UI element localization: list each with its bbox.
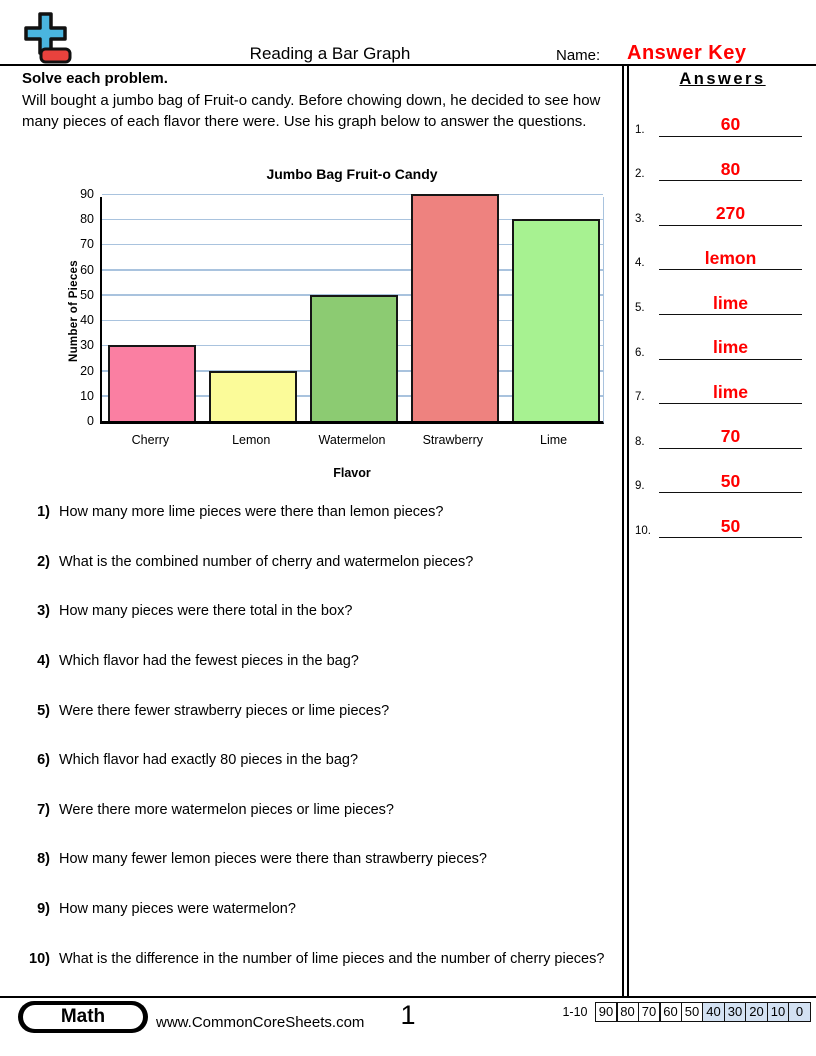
chart-title: Jumbo Bag Fruit-o Candy [266, 166, 438, 182]
question-number: 8) [37, 851, 50, 868]
score-range-label: 1-10 [562, 1005, 588, 1019]
score-cell: 70 [638, 1002, 661, 1022]
answer-row [635, 226, 802, 271]
body-row [0, 66, 816, 996]
question-row [20, 850, 620, 869]
answer-value: lime [659, 338, 802, 359]
answer-number: 10. [635, 524, 651, 537]
question-text: What is the combined number of cherry and watermelon pieces? [59, 553, 474, 570]
score-cell: 60 [659, 1002, 682, 1022]
bar-chart-plot [80, 187, 604, 428]
page-title: Reading a Bar Graph [249, 44, 411, 63]
instructions-heading: Solve each problem. [22, 70, 168, 87]
question-text: Were there more watermelon pieces or lime pieces? [59, 801, 394, 818]
question-row [20, 602, 620, 621]
column-separator [622, 66, 629, 996]
x-axis-labels [100, 433, 604, 447]
score-cell: 50 [681, 1002, 704, 1022]
question-row [20, 801, 620, 820]
question-text: Were there fewer strawberry pieces or lime pieces? [59, 702, 390, 719]
answers-heading: Answers [679, 70, 766, 88]
x-tick-label: Cherry [131, 433, 170, 447]
name-label: Name: [556, 47, 601, 64]
answer-number: 4. [635, 257, 645, 270]
answer-row [635, 92, 802, 137]
questions-list [20, 503, 620, 999]
y-tick-label: 20 [80, 363, 94, 378]
question-number: 10) [29, 950, 50, 967]
question-row [20, 900, 620, 919]
y-tick-label: 30 [80, 338, 94, 353]
y-axis-title: Number of Pieces [68, 260, 80, 362]
instructions-body: Will bought a jumbo bag of Fruit-o candy. Before chowing down, he decided to see how many pieces of each flavor there were. Use his graph below to answer the questions. [22, 92, 601, 130]
question-text: How many pieces were there total in the box? [59, 603, 353, 620]
y-tick-label: 50 [80, 287, 94, 302]
question-row [20, 751, 620, 770]
question-row [20, 950, 620, 969]
score-table [595, 1002, 812, 1022]
score-cell: 30 [724, 1002, 747, 1022]
question-row [20, 503, 620, 522]
question-number: 7) [37, 801, 50, 818]
answer-number: 1. [635, 123, 645, 136]
question-row [20, 553, 620, 572]
bar-strawberry [411, 194, 499, 421]
score-row [562, 1002, 811, 1022]
bar-lemon [209, 371, 297, 421]
answer-value: 60 [659, 115, 802, 136]
score-cell: 40 [702, 1002, 725, 1022]
x-tick-label: Lemon [232, 433, 271, 447]
question-text: How many pieces were watermelon? [59, 901, 296, 917]
answer-number: 7. [635, 391, 645, 404]
answer-value: 70 [659, 427, 802, 448]
answer-number: 3. [635, 212, 645, 225]
answer-row [635, 404, 802, 449]
website-url: www.CommonCoreSheets.com [156, 1014, 365, 1031]
x-tick-label: Lime [540, 433, 568, 447]
answer-key-label: Answer Key [627, 42, 747, 64]
score-cell: 0 [788, 1002, 811, 1022]
header [0, 0, 816, 66]
subject-badge-label: Math [23, 1005, 143, 1029]
answer-value: lime [659, 383, 802, 404]
question-number: 4) [37, 652, 50, 669]
answer-row [635, 449, 802, 494]
question-row [20, 652, 620, 671]
y-tick-label: 0 [87, 414, 94, 428]
question-row [20, 702, 620, 721]
score-cell: 20 [745, 1002, 768, 1022]
y-tick-label: 10 [80, 388, 94, 403]
question-text: Which flavor had exactly 80 pieces in the bag? [59, 752, 359, 769]
question-number: 2) [37, 553, 50, 570]
plus-minus-logo-icon [20, 11, 72, 71]
answer-value: 80 [659, 160, 802, 181]
x-axis-title: Flavor [333, 466, 371, 480]
answer-row [635, 315, 802, 360]
answers-list [631, 92, 814, 538]
question-number: 6) [37, 752, 50, 769]
answer-row [635, 137, 802, 182]
gridline [102, 194, 603, 196]
y-tick-label: 80 [80, 212, 94, 227]
x-tick-label: Watermelon [318, 433, 386, 447]
answer-value: 50 [659, 517, 802, 538]
answer-row [635, 493, 802, 538]
answer-value: lemon [659, 249, 802, 270]
answer-value: lime [659, 294, 802, 315]
score-cell: 80 [616, 1002, 639, 1022]
page-number: 1 [400, 1000, 416, 1030]
bar-lime [512, 219, 600, 421]
answer-number: 8. [635, 435, 645, 448]
question-number: 1) [37, 504, 50, 520]
question-number: 5) [37, 702, 50, 719]
answer-number: 9. [635, 480, 645, 493]
answer-number: 2. [635, 168, 645, 181]
y-tick-label: 40 [80, 313, 94, 328]
question-number: 3) [37, 603, 50, 620]
y-tick-label: 70 [80, 237, 94, 252]
question-text: What is the difference in the number of lime pieces and the number of cherry pieces? [59, 950, 605, 967]
answer-row [635, 270, 802, 315]
score-cell: 10 [767, 1002, 790, 1022]
answer-number: 6. [635, 346, 645, 359]
question-text: How many fewer lemon pieces were there than strawberry pieces? [59, 851, 487, 868]
answer-row [635, 360, 802, 405]
y-tick-label: 60 [80, 262, 94, 277]
question-text: How many more lime pieces were there than lemon pieces? [59, 504, 444, 520]
footer [0, 996, 816, 1056]
answer-row [635, 181, 802, 226]
question-text: Which flavor had the fewest pieces in the bag? [59, 652, 359, 669]
x-tick-label: Strawberry [422, 433, 483, 447]
y-tick-label: 90 [80, 187, 94, 201]
answer-number: 5. [635, 301, 645, 314]
score-cell: 90 [595, 1002, 618, 1022]
answers-sidebar [631, 66, 814, 996]
answer-value: 270 [659, 204, 802, 225]
bar-watermelon [310, 295, 398, 421]
subject-badge [18, 1001, 148, 1033]
answer-value: 50 [659, 472, 802, 493]
question-number: 9) [37, 901, 50, 917]
bar-cherry [108, 345, 196, 421]
main-content [20, 66, 620, 996]
